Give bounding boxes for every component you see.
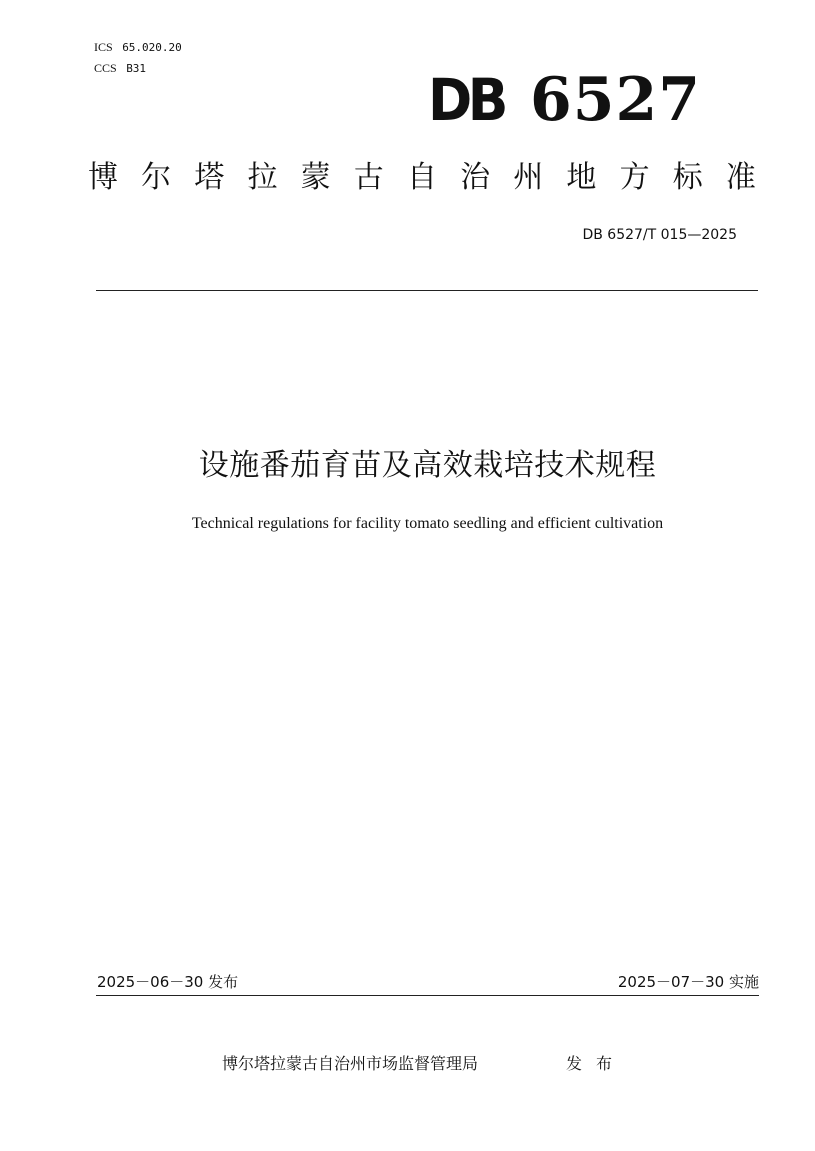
standard-type-char: 治	[460, 160, 491, 195]
db-logo	[428, 65, 701, 138]
document-title-chinese: 设施番茄育苗及高效栽培技术规程	[198, 448, 657, 483]
standard-type-char: 蒙	[300, 160, 331, 195]
standard-type-char: 塔	[194, 160, 225, 195]
standard-type-char: 地	[566, 160, 597, 195]
publisher-name: 博尔塔拉蒙古自治州市场监督管理局	[222, 1054, 479, 1073]
standard-type-char: 自	[406, 160, 437, 195]
standard-type-char: 州	[513, 160, 544, 195]
standard-type-char: 古	[353, 160, 384, 195]
header-divider	[96, 290, 758, 291]
document-title-english: Technical regulations for facility tomato seedling and efficient cultivation	[191, 515, 664, 532]
standard-type-char: 方	[619, 160, 650, 195]
standard-type-char: 拉	[247, 160, 278, 195]
issue-date: 2025－06－30 发布	[97, 973, 239, 991]
standard-type-char: 博	[88, 160, 118, 195]
implementation-date: 2025－07－30 实施	[617, 973, 759, 991]
standard-number: DB 6527/T 015—2025	[582, 227, 737, 243]
db-logo-letters: DB	[428, 66, 504, 134]
ics-label: ICS	[94, 40, 113, 54]
ics-value: 65.020.20	[122, 41, 182, 54]
publish-label: 发布	[566, 1054, 627, 1073]
standard-type-char: 准	[725, 160, 756, 195]
footer-divider	[96, 995, 759, 996]
ccs-label: CCS	[94, 61, 117, 75]
db-logo-digits: 6527	[530, 65, 701, 135]
standard-type-char: 标	[672, 160, 703, 195]
ics-classification	[94, 40, 182, 55]
standard-type-char: 尔	[141, 160, 172, 195]
ccs-value: B31	[126, 62, 147, 75]
ccs-classification	[94, 61, 146, 76]
standard-type-heading	[88, 158, 756, 198]
